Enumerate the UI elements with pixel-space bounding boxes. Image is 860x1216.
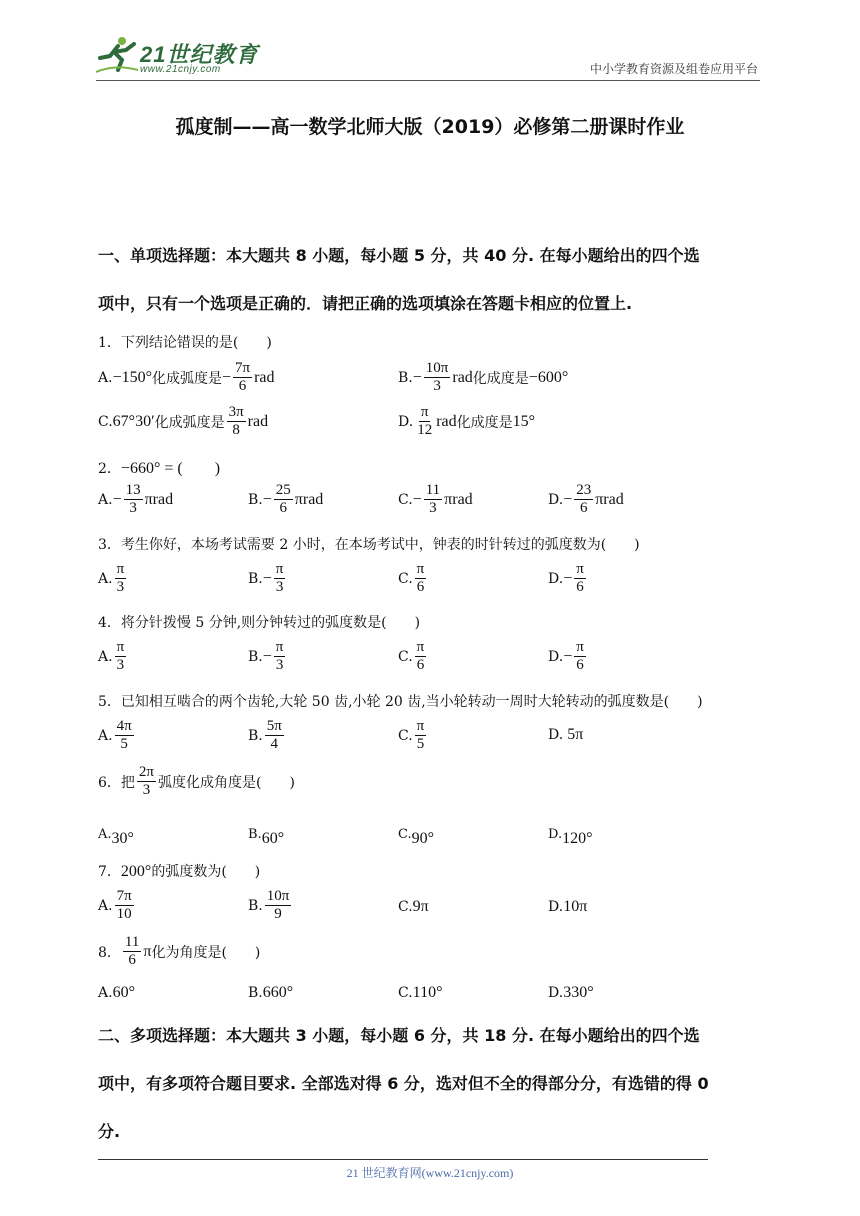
unit: πrad: [294, 490, 324, 508]
denominator: 6: [279, 500, 288, 516]
q8-option-b[interactable]: [248, 984, 293, 1002]
q3-option-c[interactable]: [398, 561, 428, 596]
fraction: [137, 764, 156, 799]
unit: πrad: [444, 490, 473, 508]
denominator: 10: [116, 906, 132, 922]
denominator: 6: [576, 579, 584, 595]
option-letter: D.: [398, 413, 414, 430]
expr: 5π: [567, 726, 584, 743]
unit: rad: [436, 412, 457, 430]
denominator: 3: [129, 500, 137, 516]
unit: πrad: [144, 490, 174, 508]
expr: 30°: [111, 830, 134, 847]
fraction: [574, 561, 586, 596]
fraction: [424, 482, 442, 517]
sign: −: [262, 569, 272, 587]
section2-line1: 二、多项选择题：本大题共 3 小题，每小题 6 分，共 18 分. 在每小题给出的四个选: [98, 1026, 700, 1045]
numerator: 10π: [425, 360, 449, 376]
numerator: 11: [124, 934, 140, 950]
fraction: [227, 404, 246, 439]
fraction: [424, 360, 451, 395]
section1-line1: 一、单项选择题：本大题共 8 小题，每小题 5 分，共 40 分. 在每小题给出的四个选: [98, 246, 700, 265]
q7-expr: 200°: [120, 863, 152, 880]
option-letter: B.: [248, 985, 263, 1001]
stem-text: 6．把: [98, 774, 135, 791]
option-letter: B.: [248, 570, 263, 587]
q1-option-b[interactable]: [398, 360, 568, 395]
section1-line2: 项中，只有一个选项是正确的．请把正确的选项填涂在答题卡相应的位置上.: [98, 294, 633, 313]
option-letter: D.: [548, 826, 563, 842]
option-letter: D.: [548, 648, 564, 665]
q5-stem: 5．已知相互啮合的两个齿轮,大轮 50 齿,小轮 20 齿,当小轮转动一周时大轮转动的弧度数是( ): [98, 694, 703, 710]
numerator: π: [420, 404, 429, 420]
q7-option-c[interactable]: [398, 898, 429, 916]
q4-option-d[interactable]: [548, 639, 588, 674]
q4-option-b[interactable]: [248, 639, 287, 674]
q3-option-d[interactable]: [548, 561, 588, 596]
fraction: [415, 404, 434, 439]
sign: −: [563, 647, 573, 665]
unit: rad: [254, 368, 275, 386]
footer: 21 世纪教育网(www.21cnjy.com): [346, 1166, 514, 1180]
option-letter: A.: [98, 369, 113, 386]
option-letter: A.: [98, 727, 113, 744]
denominator: 5: [416, 736, 425, 752]
numerator: 23: [576, 482, 592, 498]
denominator: 6: [416, 657, 425, 673]
q8-stem: [98, 934, 260, 969]
q7-option-a[interactable]: [98, 888, 136, 923]
stem-text: 化为角度是( ): [151, 944, 261, 961]
fraction: [265, 718, 284, 753]
sign: −: [563, 490, 573, 508]
option-letter: C.: [398, 491, 413, 508]
fraction: [265, 888, 292, 923]
fraction: [574, 639, 586, 674]
option-letter: A.: [98, 897, 113, 914]
q6-option-b[interactable]: [248, 820, 284, 848]
q2-option-d[interactable]: [548, 482, 624, 517]
expr: 330°: [563, 984, 594, 1001]
stem-text: 弧度化成角度是( ): [158, 774, 295, 791]
fraction: [274, 561, 286, 596]
platform-name: 中小学教育资源及组卷应用平台: [589, 62, 758, 76]
expr: 110°: [412, 984, 443, 1001]
option-letter: A.: [98, 491, 113, 508]
sign: −: [221, 368, 232, 386]
runner-logo-icon: [96, 34, 140, 76]
fraction: [124, 482, 143, 517]
stem-text: 8．: [98, 944, 121, 961]
option-letter: A.: [98, 826, 112, 842]
option-letter: A.: [98, 985, 113, 1001]
q7-option-b[interactable]: [248, 888, 293, 923]
option-letter: C.: [398, 648, 413, 665]
numerator: 4π: [116, 718, 132, 734]
q1-option-c[interactable]: [98, 404, 268, 439]
option-letter: C.: [398, 985, 413, 1001]
q6-option-d[interactable]: [548, 820, 593, 848]
numerator: 2π: [138, 764, 154, 780]
numerator: π: [275, 639, 284, 655]
q3-option-b[interactable]: [248, 561, 287, 596]
q8-option-d[interactable]: [548, 984, 594, 1002]
option-letter: C.: [398, 727, 413, 744]
q5-option-b[interactable]: [248, 718, 286, 753]
q5-option-a[interactable]: [98, 718, 136, 753]
expr: 9π: [412, 898, 429, 915]
denominator: 3: [429, 500, 437, 516]
numerator: 7π: [235, 360, 251, 376]
denominator: 3: [275, 657, 284, 673]
page-header: [96, 34, 760, 81]
denominator: 4: [270, 736, 279, 752]
expr: 120°: [562, 830, 593, 847]
option-letter: C.: [398, 570, 413, 587]
option-letter: C.: [398, 826, 412, 842]
numerator: 5π: [266, 718, 282, 734]
sign: −: [112, 490, 122, 508]
numerator: π: [576, 639, 584, 655]
unit: rad: [452, 368, 473, 386]
denominator: 12: [417, 422, 433, 438]
q7-option-d[interactable]: [548, 898, 587, 916]
logo-url: www.21cnjy.com: [140, 64, 221, 75]
q6-option-a[interactable]: [98, 820, 134, 848]
q5-option-c[interactable]: [398, 718, 428, 753]
fraction: [115, 888, 134, 923]
numerator: 7π: [116, 888, 132, 904]
numerator: π: [116, 639, 125, 655]
denominator: 6: [238, 378, 247, 394]
q3-option-a[interactable]: [98, 561, 128, 596]
q5-option-d[interactable]: [548, 726, 583, 744]
fraction: [274, 482, 293, 517]
expr: 10π: [563, 898, 588, 915]
option-letter: B.: [248, 897, 263, 914]
q2-option-a[interactable]: [98, 482, 173, 517]
q7-number: 7．: [98, 864, 121, 880]
fraction: [115, 639, 127, 674]
fraction: [574, 482, 593, 517]
numerator: π: [275, 561, 284, 577]
q8-option-c[interactable]: [398, 984, 442, 1002]
q4-option-c[interactable]: [398, 639, 428, 674]
text: 化成度是: [472, 370, 529, 387]
fraction: [115, 718, 134, 753]
text: 化成度是: [456, 414, 513, 431]
numerator: π: [416, 639, 425, 655]
q6-stem: [98, 764, 295, 799]
section2-heading: [98, 1016, 760, 1152]
section2-line3: 分.: [98, 1122, 121, 1141]
numerator: 13: [125, 482, 141, 498]
logo-text: 21世纪教育: [140, 42, 259, 67]
q3-stem: 3．考生你好，本场考试需要 2 小时，在本场考试中，钟表的时针转过的弧度数为( ): [98, 537, 640, 553]
fraction: [415, 561, 427, 596]
option-letter: D.: [548, 899, 564, 915]
option-letter: B.: [248, 826, 262, 842]
text: 化成弧度是: [154, 414, 225, 431]
logo: [96, 34, 266, 78]
option-letter: D.: [548, 985, 564, 1001]
denominator: 3: [142, 782, 151, 798]
numerator: π: [116, 561, 125, 577]
option-letter: C.: [98, 413, 113, 430]
option-letter: B.: [398, 369, 413, 386]
q2-expr: −660° = ( ): [120, 460, 221, 477]
denominator: 6: [576, 657, 584, 673]
option-letter: D.: [548, 570, 564, 587]
denominator: 9: [274, 906, 282, 922]
sign: −: [262, 647, 272, 665]
numerator: π: [416, 718, 425, 734]
expr: 90°: [411, 830, 435, 847]
expr: 60°: [112, 984, 135, 1001]
q2-option-b[interactable]: [248, 482, 323, 517]
fraction: [233, 360, 252, 395]
option-letter: D.: [548, 491, 564, 508]
unit: πrad: [595, 490, 624, 508]
q4-option-a[interactable]: [98, 639, 128, 674]
fraction: [115, 561, 127, 596]
fraction: [415, 718, 427, 753]
sign: −: [412, 368, 422, 386]
option-letter: A.: [98, 648, 113, 665]
text: 化成弧度是: [151, 370, 222, 387]
option-letter: B.: [248, 727, 263, 744]
numerator: 3π: [228, 404, 244, 420]
q1-stem: 1．下列结论错误的是( ): [98, 335, 272, 351]
denominator: 3: [433, 378, 441, 394]
q8-option-a[interactable]: [98, 984, 135, 1002]
q2-stem: [98, 455, 220, 478]
expr: 60°: [261, 830, 285, 847]
numerator: π: [576, 561, 584, 577]
denominator: 5: [120, 736, 128, 752]
option-letter: B.: [248, 648, 263, 665]
sign: −: [563, 569, 573, 587]
option-letter: B.: [248, 491, 263, 508]
fraction: [123, 934, 141, 969]
page-title: 孤度制——高一数学北师大版（2019）必修第二册课时作业: [175, 116, 685, 138]
expr: 660°: [262, 984, 294, 1001]
expr: 67°30′: [112, 412, 155, 430]
denominator: 3: [116, 579, 125, 595]
option-letter: A.: [98, 570, 113, 587]
denominator: 3: [116, 657, 125, 673]
q2-option-c[interactable]: [398, 482, 473, 517]
expr: −600°: [528, 368, 569, 386]
denominator: 8: [232, 422, 240, 438]
numerator: 25: [275, 482, 291, 498]
section1-heading: [98, 236, 760, 324]
expr: −150°: [112, 368, 152, 386]
denominator: 6: [579, 500, 588, 516]
unit: rad: [247, 412, 269, 430]
option-letter: D.: [548, 727, 564, 743]
footer-divider: [98, 1159, 708, 1160]
q7-text: 的弧度数为( ): [151, 864, 261, 880]
sign: −: [412, 490, 422, 508]
denominator: 6: [416, 579, 425, 595]
q7-stem: [98, 861, 260, 881]
fraction: [274, 639, 286, 674]
q2-number: 2．: [98, 461, 121, 477]
expr: 15°: [512, 412, 536, 430]
numerator: π: [416, 561, 425, 577]
option-letter: C.: [398, 899, 413, 915]
denominator: 3: [275, 579, 284, 595]
pi-symbol: π: [143, 942, 152, 960]
q4-stem: 4．将分针拨慢 5 分钟,则分钟转过的弧度数是( ): [98, 615, 421, 631]
denominator: 6: [128, 952, 136, 968]
numerator: 11: [425, 482, 441, 498]
q6-option-c[interactable]: [398, 820, 434, 848]
sign: −: [262, 490, 272, 508]
q1-option-a[interactable]: [98, 360, 275, 395]
fraction: [415, 639, 427, 674]
section2-line2: 项中，有多项符合题目要求. 全部选对得 6 分，选对但不全的得部分分，有选错的得 0: [98, 1074, 709, 1093]
numerator: 10π: [266, 888, 290, 904]
q1-option-d[interactable]: [398, 404, 535, 439]
